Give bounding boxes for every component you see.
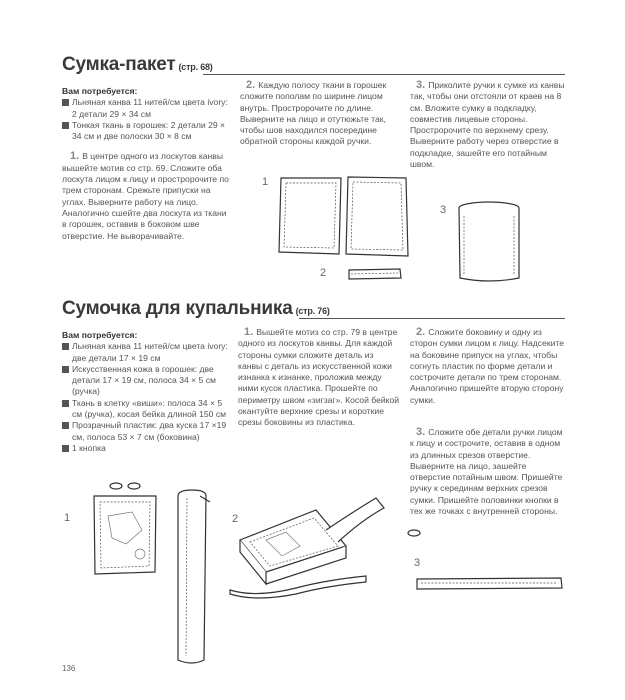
section2-page-ref: (стр. 76)	[295, 306, 330, 316]
section2-title: Сумочка для купальника (стр. 76)	[62, 298, 330, 319]
section2-material-item: Льняная канва 11 нитей/см цвета ivory: две детали 17 × 19 см	[62, 341, 232, 364]
section2-step-2: 2. Сложите боковину и одну из сторон сумки лицом к лицу. Надсеките на боковине припуск на углах, чтобы согнуть пластик по форме детали и сострочите детали по трем сторонам. Аналогично пришейте вторую сторону сумки.	[410, 326, 565, 405]
section1-fig-label-3: 3	[440, 204, 447, 216]
section2-fig-label-1: 1	[64, 512, 71, 524]
section1-step-2: 2. Каждую полосу ткани в горошек сложите пополам по ширине лицом внутрь. Простророчите по длине. Выверните на лицо и отутюжьте так, чтобы шов находился посередине обратной стороны каждой ручки.	[240, 79, 387, 147]
section2-fig-label-2: 2	[232, 513, 239, 525]
section1-material-item: Тонкая ткань в горошек: 2 детали 29 × 34 см и две полоски 30 × 8 см	[62, 120, 230, 143]
section1-needs-heading: Вам потребуется:	[62, 86, 138, 96]
section2-step-3: 3. Сложите обе детали ручки лицом к лицу и сострочите, оставив в одном из длинных срезов отверстие. Выверните на лицо, зашейте отверстие потайным швом. Пришейте ручку к серединам верхних срезов сумки. Пришейте половинки кнопки в тех же точках с внутренней стороны.	[410, 426, 563, 517]
section2-snap-button	[406, 528, 422, 538]
section2-figure-canvas-and-strap	[82, 482, 222, 672]
section1-figure-fabric-pieces	[276, 172, 416, 262]
section2-fig-label-3: 3	[414, 557, 421, 569]
section1-materials	[62, 86, 230, 242]
section1-title-rule	[203, 74, 565, 75]
section2-material-item: Искусственная кожа в горошек: две детали 17 × 19 см, полоса 34 × 5 см (ручка)	[62, 364, 232, 398]
section1-title: Сумка-пакет (стр. 68)	[62, 54, 213, 75]
section2-step-1: 1. Вышейте мотиз со стр. 79 в центре одного из лоскутов канвы. Для каждой стороны сумки сложите деталь из канвы с деталь из искусственной кожи изнанка к изнанке, проложив между ними кусок пластика. Прошейте по периметру швом «зигзаг». Косой бейкой окантуйте верхние срезы и короткие срезы боковины из пластика.	[238, 326, 400, 428]
section1-material-item: Льняная канва 11 нитей/см цвета ivory: 2 детали 29 × 34 см	[62, 97, 230, 120]
page-number: 136	[62, 664, 76, 673]
section2-figure-handle	[415, 575, 565, 593]
section2-figure-bag-assembly	[226, 490, 386, 600]
section2-title-rule	[299, 318, 565, 319]
section1-step-1: 1. В центре одного из лоскутов канвы вышейте мотив со стр. 69. Сложите оба лоскута лицом к лицу и простророчите по трем сторонам. Срежьте припуски на углах. Выверните работу на лицо. Аналогично сшейте два лоскута из ткани в горошек, оставив в боковом шве отверстие. Не выворачивайте.	[62, 150, 229, 241]
section1-figure-assembled-bag	[455, 196, 527, 286]
section2-needs-heading: Вам потребуется:	[62, 330, 138, 340]
section2-material-item: Прозрачный пластик: два куска 17 ×19 см, полоса 53 × 7 см (боковина)	[62, 420, 232, 443]
section1-fig-label-1: 1	[262, 176, 269, 188]
section1-step-3: 3. Приколите ручки к сумке из канвы так, чтобы они отстояли от краев на 8 см. Вложите сумку в подкладку, совместив лицевые стороны. Простророчите по верхнему срезу. Выверните работу через отверстие в подкладке, зашейте его потайным швом.	[410, 79, 565, 170]
section2-material-item: Ткань в клетку «виши»: полоса 34 × 5 см (ручка), косая бейка длиной 150 см	[62, 398, 232, 421]
section1-figure-handle-strip	[348, 268, 403, 282]
section2-materials	[62, 330, 232, 454]
section1-page-ref: (стр. 68)	[178, 62, 213, 72]
section1-fig-label-2: 2	[320, 267, 327, 279]
section2-material-item: 1 кнопка	[62, 443, 232, 454]
